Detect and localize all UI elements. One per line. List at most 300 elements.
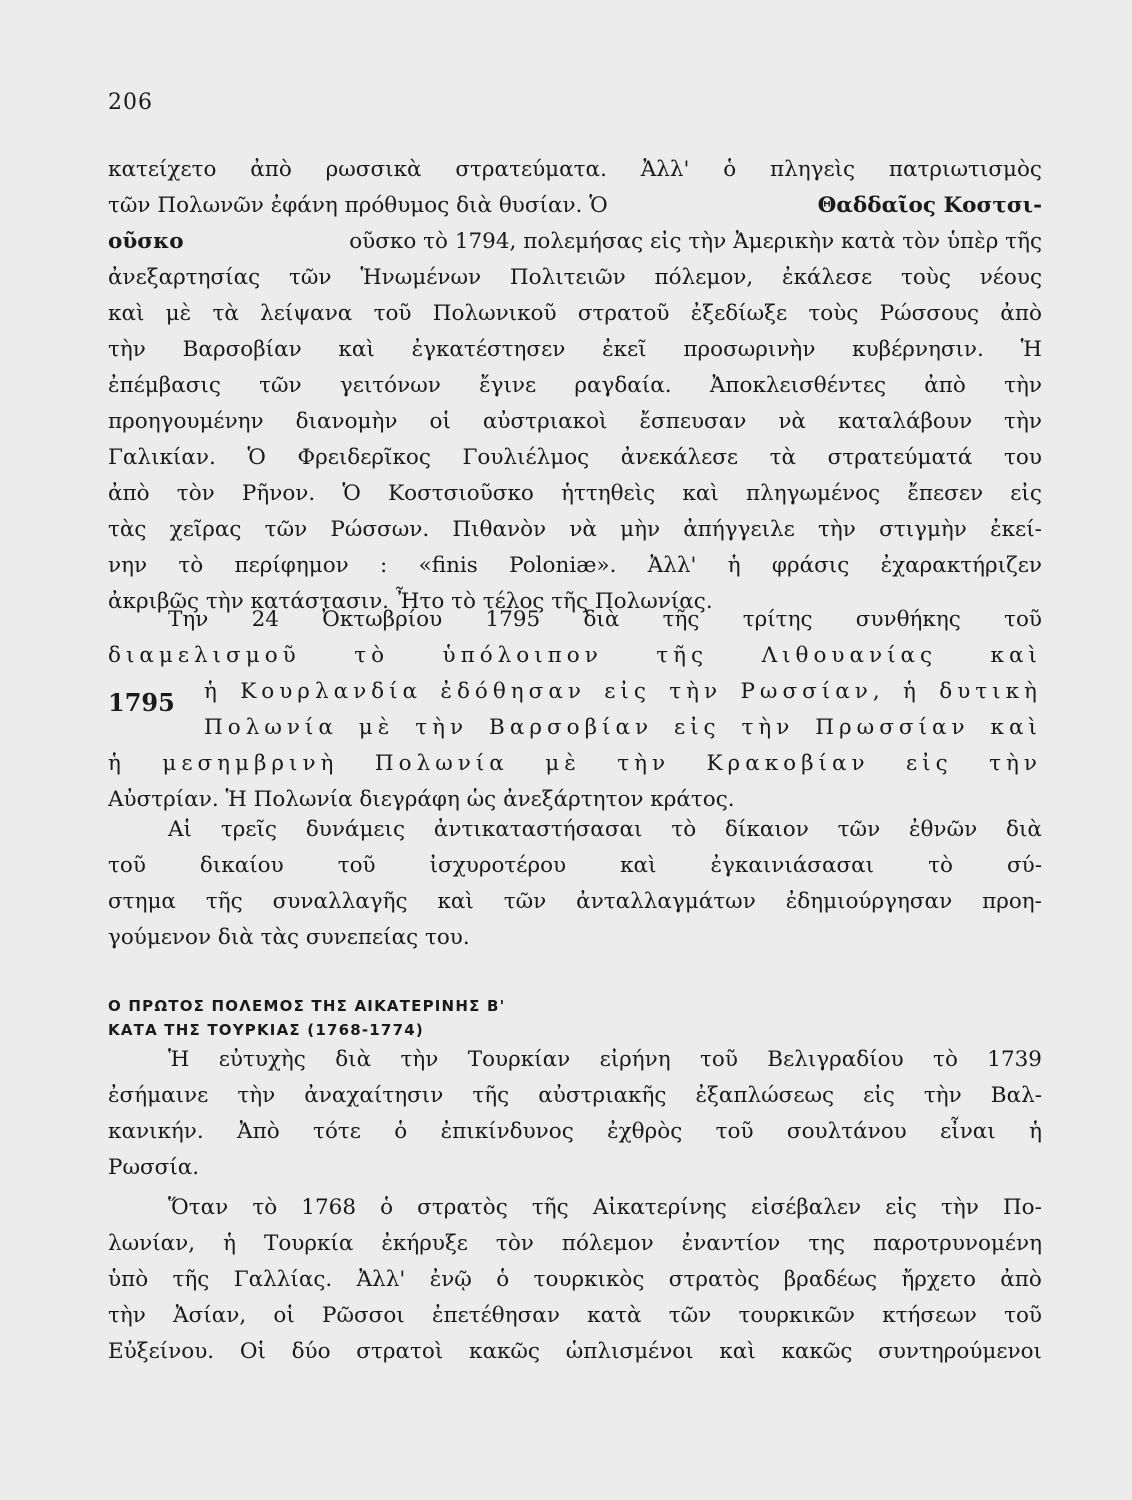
text-line xyxy=(108,1334,1042,1370)
word: εἰσέβαλεν xyxy=(750,1195,862,1220)
heading-line: Ο ΠΡΩΤΟΣ ΠΟΛΕΜΟΣ ΤΗΣ ΑΙΚΑΤΕΡΙΝΗΣ Β' xyxy=(108,997,506,1015)
line-text: οῦσκο τὸ 1794, πολεμήσας εἰς τὴν Ἀμερικὴν κατὰ τὸν ὑπὲρ τῆς xyxy=(349,229,1042,254)
text-line xyxy=(108,152,1042,188)
word: τὴν xyxy=(741,715,795,740)
word: καὶ xyxy=(620,853,657,878)
word: τῆς xyxy=(172,1267,210,1292)
word: ἀναχαίτησιν xyxy=(304,1083,444,1108)
word: Κρακοβίαν xyxy=(706,751,870,776)
word: ἐπέμβασις xyxy=(108,373,221,398)
word: τοῦ xyxy=(715,1119,754,1144)
word: ἀπήγγειλε xyxy=(683,517,795,542)
line-text xyxy=(108,260,1042,296)
text-line xyxy=(108,1150,1042,1186)
text-line xyxy=(108,404,1042,440)
line-text xyxy=(108,1262,1042,1298)
margin-year: 1795 xyxy=(108,688,175,717)
word: του xyxy=(1004,445,1042,470)
text-line xyxy=(108,674,1042,710)
word: τῆς xyxy=(472,1083,510,1108)
line-text: γούμενον διὰ τὰς συνεπείας του. xyxy=(108,925,470,950)
word: τοῦ xyxy=(337,853,376,878)
word: διαμελισμοῦ xyxy=(108,643,301,668)
word: ἐθνῶν xyxy=(909,817,978,842)
word: καὶ xyxy=(719,1339,756,1364)
word: κατὰ xyxy=(587,1303,642,1328)
text-line xyxy=(108,224,1042,260)
word: κατείχετο xyxy=(108,157,217,182)
word: Ἡ xyxy=(1020,337,1042,362)
word: κανικήν. xyxy=(108,1119,204,1144)
line-text xyxy=(168,1042,1042,1078)
word: Πρωσσίαν xyxy=(815,715,970,740)
word: ἡ xyxy=(204,679,222,704)
word: ἡ xyxy=(727,553,741,578)
word: γειτόνων xyxy=(339,373,441,398)
word: 1739 xyxy=(987,1047,1042,1072)
word: ἔγινε xyxy=(479,373,537,398)
word: Poloniæ». xyxy=(509,553,617,578)
word: εἰς xyxy=(885,1195,917,1220)
word: λωνίαν, xyxy=(108,1231,196,1256)
word: Λιθουανίας xyxy=(761,643,938,668)
word: Αἰκατερίνης xyxy=(592,1195,727,1220)
word: τὴν xyxy=(989,751,1042,776)
text-line xyxy=(108,512,1042,548)
word: βραδέως xyxy=(783,1267,877,1292)
word: παροτρυνομένη xyxy=(873,1231,1042,1256)
word: καὶ xyxy=(990,715,1042,740)
word: Γαλικίαν. xyxy=(108,445,216,470)
word: «finis xyxy=(418,553,478,578)
word: νην xyxy=(108,553,148,578)
line-text xyxy=(108,152,1042,188)
word: τῶν xyxy=(837,817,881,842)
word: τὴν xyxy=(415,715,469,740)
word: τὰς xyxy=(108,517,147,542)
word: εἰς xyxy=(906,751,953,776)
word: τὸ xyxy=(928,853,953,878)
word: κτήσεων xyxy=(882,1303,977,1328)
text-line xyxy=(108,1190,1042,1226)
line-text xyxy=(108,884,1042,920)
word: μὲ xyxy=(545,751,581,776)
word: Ἡ xyxy=(168,1047,190,1072)
word: Πολωνία xyxy=(204,715,338,740)
text-line xyxy=(108,602,1042,638)
word: Πολωνία xyxy=(374,751,509,776)
line-text xyxy=(204,710,1042,746)
word: τρίτης xyxy=(742,607,813,632)
line-text xyxy=(108,1298,1042,1334)
word: σύ- xyxy=(1006,853,1042,878)
word: πόλεμον xyxy=(561,1231,654,1256)
word: ἐξαπλώσεως xyxy=(695,1083,835,1108)
word: τὴν xyxy=(669,679,723,704)
word: χεῖρας xyxy=(169,517,242,542)
word: Βελιγραδίου xyxy=(767,1047,904,1072)
word: ἡττηθεὶς xyxy=(561,481,656,506)
bold-name: Θαδδαῖος Κοστσι- xyxy=(817,193,1042,218)
word: τὸ xyxy=(178,553,204,578)
word: 1795 xyxy=(485,607,541,632)
word: ἡ xyxy=(1029,1119,1042,1144)
word: ὑπόλοιπον xyxy=(442,643,603,668)
word: ἀνταλλαγμάτων xyxy=(576,889,756,914)
word: ρωσσικὰ xyxy=(325,157,422,182)
word: λείψανα xyxy=(260,301,353,326)
word: ὁ xyxy=(496,1267,510,1292)
line-text xyxy=(108,638,1042,674)
word: τὴν xyxy=(1004,409,1042,434)
word: φράσις xyxy=(771,553,850,578)
word: τὸ xyxy=(354,643,390,668)
word: τότε xyxy=(313,1119,361,1144)
word: Ὀκτωβρίου xyxy=(322,607,443,632)
line-text: ἀκριβῶς τὴν κατάστασιν. Ἦτο τὸ τέλος τῆς Πολωνίας. xyxy=(108,589,713,614)
word: ἐκάλεσε xyxy=(782,265,873,290)
word: Κοστσιοῦσκο xyxy=(388,481,534,506)
word: σουλτάνου xyxy=(786,1119,907,1144)
word: στρατεύματα. xyxy=(455,157,607,182)
line-text xyxy=(108,1334,1042,1370)
word: ἡ xyxy=(223,1231,236,1256)
word: Ρῆνον. xyxy=(241,481,316,506)
word: στρατὸς xyxy=(668,1267,760,1292)
word: ἐκεί- xyxy=(990,517,1042,542)
word: Πολωνικοῦ xyxy=(432,301,557,326)
word: ἐδημιούργησαν xyxy=(785,889,953,914)
word: τὴν xyxy=(108,1303,146,1328)
word: ἀνεκάλεσε xyxy=(620,445,739,470)
word: στημα xyxy=(108,889,176,914)
word: 1768 xyxy=(301,1195,356,1220)
word: Αἱ xyxy=(168,817,192,842)
word: συναλλαγῆς xyxy=(272,889,408,914)
text-line xyxy=(108,476,1042,512)
word: εἰρήνη xyxy=(599,1047,671,1072)
word: : xyxy=(380,553,388,578)
word: τῶν xyxy=(503,889,547,914)
word: τῶν xyxy=(264,517,308,542)
word: τρεῖς xyxy=(220,817,277,842)
text-line xyxy=(108,548,1042,584)
word: εἶναι xyxy=(940,1119,996,1144)
word: Πολιτειῶν xyxy=(509,265,626,290)
word: εἰς xyxy=(673,715,721,740)
word: ἤρχετο xyxy=(901,1267,976,1292)
line-text xyxy=(108,1226,1042,1262)
word: συνθήκης xyxy=(855,607,961,632)
word: τὸ xyxy=(252,1195,278,1220)
word: αὐστριακῆς xyxy=(538,1083,667,1108)
line-text: Ρωσσία. xyxy=(108,1155,200,1180)
word: Ρῶσσοι xyxy=(322,1303,405,1328)
word: δυτικὴ xyxy=(939,679,1042,704)
word: δικαίου xyxy=(199,853,284,878)
word: τοῦ xyxy=(699,1047,738,1072)
line-text xyxy=(108,848,1042,884)
text-line xyxy=(108,1078,1042,1114)
word: ἐδόθησαν xyxy=(440,679,586,704)
word: Πο- xyxy=(1002,1195,1042,1220)
line-text xyxy=(108,368,1042,404)
word: ἐγκαινιάσασαι xyxy=(710,853,875,878)
word: ἐσήμαινε xyxy=(108,1083,209,1108)
word: τὴν xyxy=(108,337,146,362)
text-line xyxy=(108,920,1042,956)
word: δύο xyxy=(291,1339,331,1364)
word: νέους xyxy=(979,265,1042,290)
word: διὰ xyxy=(335,1047,372,1072)
word: Ὁ xyxy=(342,481,361,506)
line-text xyxy=(108,1114,1042,1150)
line-text xyxy=(168,602,1042,638)
word: ραγδαία. xyxy=(574,373,672,398)
word: κυβέρνησιν. xyxy=(852,337,984,362)
word: οἱ xyxy=(273,1303,295,1328)
word: ὁ xyxy=(394,1119,408,1144)
text-line xyxy=(108,746,1042,782)
word: πατριωτισμὸς xyxy=(888,157,1042,182)
word: ἐγκατέστησεν xyxy=(411,337,566,362)
word: διανομὴν xyxy=(295,409,398,434)
word: ἀπὸ xyxy=(1000,1267,1042,1292)
line-text xyxy=(108,440,1042,476)
word: ἐκήρυξε xyxy=(381,1231,468,1256)
text-line xyxy=(108,188,1042,224)
paragraph-3 xyxy=(108,812,1042,956)
word: στρατεύματά xyxy=(827,445,973,470)
word: Βαρσοβίαν xyxy=(489,715,654,740)
word: ἐξεδίωξε xyxy=(690,301,788,326)
word: ἀπὸ xyxy=(250,157,292,182)
word: ἡ xyxy=(108,751,126,776)
word: τὴν xyxy=(400,1047,439,1072)
word: τουρκικὸς xyxy=(533,1267,645,1292)
word: ἔπεσεν xyxy=(907,481,984,506)
text-line xyxy=(108,260,1042,296)
word: τοὺς xyxy=(900,265,951,290)
word: προσωρινὴν xyxy=(683,337,816,362)
word: προηγουμένην xyxy=(108,409,264,434)
line-text xyxy=(108,404,1042,440)
line-text: Αὐστρίαν. Ἡ Πολωνία διεγράφη ὡς ἀνεξάρτητον κράτος. xyxy=(108,787,735,812)
word: τῆς xyxy=(205,889,243,914)
word: νὰ xyxy=(778,409,806,434)
line-text xyxy=(168,812,1042,848)
word: Τουρκία xyxy=(263,1231,354,1256)
line-text xyxy=(108,332,1042,368)
word: Ρωσσίαν, xyxy=(740,679,885,704)
word: Ἀσίαν, xyxy=(173,1303,247,1328)
word: καὶ xyxy=(338,337,375,362)
word: διὰ xyxy=(583,607,620,632)
word: οἱ xyxy=(429,409,451,434)
word: εἰς xyxy=(1010,481,1042,506)
word: Ρώσσων. xyxy=(330,517,430,542)
word: ἰσχυροτέρου xyxy=(429,853,567,878)
line-text xyxy=(204,674,1042,710)
word: ἔσπευσαν xyxy=(639,409,747,434)
word: τὸν xyxy=(495,1231,534,1256)
line-text xyxy=(108,512,1042,548)
word: τῆς xyxy=(531,1195,569,1220)
text-line xyxy=(108,1226,1042,1262)
word: στρατοὶ xyxy=(356,1339,444,1364)
word: Ἀλλ' xyxy=(647,553,697,578)
word: ἐνῷ xyxy=(429,1267,472,1292)
paragraph-1 xyxy=(108,152,1042,620)
text-line xyxy=(108,1298,1042,1334)
word: καὶ xyxy=(682,481,719,506)
word: Ἀλλ' xyxy=(640,157,690,182)
word: πόλεμον, xyxy=(654,265,754,290)
word: Πιθανὸν xyxy=(452,517,547,542)
paragraph-5 xyxy=(108,1190,1042,1370)
word: Γουλιέλμος xyxy=(462,445,590,470)
text-line xyxy=(108,812,1042,848)
section-heading xyxy=(108,994,505,1042)
word: τοὺς xyxy=(808,301,859,326)
word: Βαλ- xyxy=(990,1083,1042,1108)
word: εἰς xyxy=(604,679,651,704)
line-text xyxy=(108,296,1042,332)
word: τῆς xyxy=(656,643,709,668)
word: κακῶς xyxy=(781,1339,853,1364)
word: Ἡνωμένων xyxy=(360,265,482,290)
text-line xyxy=(108,1262,1042,1298)
word: μὲ xyxy=(165,301,192,326)
word: Ὅταν xyxy=(168,1195,229,1220)
word: τὴν xyxy=(237,1083,276,1108)
word: τουρκικῶν xyxy=(738,1303,855,1328)
text-line xyxy=(108,368,1042,404)
word: τὰ xyxy=(212,301,239,326)
word: Την xyxy=(168,607,209,632)
word: εὐτυχὴς xyxy=(218,1047,306,1072)
word: Κουρλανδία xyxy=(240,679,423,704)
word: μὲ xyxy=(358,715,395,740)
word: ἀνεξαρτησίας xyxy=(108,265,261,290)
word: ἐχαρακτήριζεν xyxy=(880,553,1042,578)
word: προη- xyxy=(982,889,1042,914)
page-number: 206 xyxy=(108,90,153,115)
word: τοῦ xyxy=(373,301,412,326)
word: μὴν xyxy=(620,517,661,542)
word: τὸ xyxy=(933,1047,958,1072)
word: ὡπλισμένοι xyxy=(565,1339,694,1364)
paragraph-4 xyxy=(108,1042,1042,1186)
word: Τουρκίαν xyxy=(467,1047,571,1072)
word: Οἱ xyxy=(239,1339,266,1364)
word: τὴν xyxy=(617,751,671,776)
word: ὁ xyxy=(723,157,737,182)
word: τῆς xyxy=(662,607,700,632)
word: εἰς xyxy=(863,1083,895,1108)
word: τὴν xyxy=(818,517,856,542)
word: τοῦ xyxy=(108,853,146,878)
word: τὴν xyxy=(940,1195,979,1220)
word: Ρώσσους xyxy=(879,301,980,326)
word: ἡ xyxy=(903,679,921,704)
word: νὰ xyxy=(569,517,597,542)
word: τοῦ xyxy=(1004,607,1042,632)
word: πληγεὶς xyxy=(769,157,856,182)
line-text xyxy=(108,746,1042,782)
word: τὸ xyxy=(671,817,697,842)
text-line xyxy=(108,1042,1042,1078)
bold-name-continued: οῦσκο xyxy=(108,229,184,254)
text-line xyxy=(108,848,1042,884)
word: τῶν xyxy=(259,373,302,398)
word: τῶν xyxy=(289,265,332,290)
heading-line: ΚΑΤΑ ΤΗΣ ΤΟΥΡΚΙΑΣ (1768-1774) xyxy=(108,1021,424,1039)
line-text xyxy=(168,1190,1042,1226)
word: ἀντικαταστήσασαι xyxy=(433,817,643,842)
word: δίκαιον xyxy=(725,817,809,842)
text-line xyxy=(108,638,1042,674)
word: Ἀλλ' xyxy=(356,1267,406,1292)
word: τὴν xyxy=(923,1083,962,1108)
word: περίφημον xyxy=(234,553,349,578)
word: μεσημβρινὴ xyxy=(162,751,339,776)
word: δυνάμεις xyxy=(305,817,406,842)
line-text xyxy=(108,1078,1042,1114)
line-text: τῶν Πολωνῶν ἐφάνη πρόθυμος διὰ θυσίαν. Ὁ xyxy=(108,193,608,218)
text-line xyxy=(108,332,1042,368)
text-line xyxy=(108,1114,1042,1150)
word: της xyxy=(808,1231,846,1256)
word: ὁ xyxy=(380,1195,394,1220)
text-line xyxy=(108,296,1042,332)
word: ἐπετέθησαν xyxy=(431,1303,560,1328)
word: ἀπὸ xyxy=(1000,301,1042,326)
word: Εὐξείνου. xyxy=(108,1339,215,1364)
word: ἐχθρὸς xyxy=(607,1119,683,1144)
word: πληγωμένος xyxy=(745,481,881,506)
word: Φρειδερῖκος xyxy=(297,445,431,470)
word: τὴν xyxy=(1004,373,1042,398)
word: κακῶς xyxy=(469,1339,540,1364)
paragraph-2 xyxy=(108,602,1042,818)
word: ἐκεῖ xyxy=(602,337,647,362)
word: συντηρούμενοι xyxy=(878,1339,1042,1364)
text-line xyxy=(108,884,1042,920)
word: Ἀπὸ xyxy=(237,1119,280,1144)
word: ὑπὸ xyxy=(108,1267,149,1292)
word: τῶν xyxy=(668,1303,712,1328)
word: Ὁ xyxy=(247,445,266,470)
word: τοῦ xyxy=(1004,1303,1042,1328)
word: στρατὸς xyxy=(417,1195,508,1220)
word: Ἀποκλεισθέντες xyxy=(709,373,886,398)
word: αὐστριακοὶ xyxy=(482,409,608,434)
word: ἀπὸ xyxy=(108,481,150,506)
text-line xyxy=(108,440,1042,476)
word: καὶ xyxy=(437,889,474,914)
word: ἐπικίνδυνος xyxy=(440,1119,574,1144)
word: 24 xyxy=(251,607,279,632)
word: στρατοῦ xyxy=(577,301,670,326)
word: στιγμὴν xyxy=(879,517,967,542)
word: Γαλλίας. xyxy=(233,1267,333,1292)
word: τὰ xyxy=(769,445,797,470)
word: διὰ xyxy=(1006,817,1042,842)
word: καὶ xyxy=(990,643,1042,668)
word: τὸν xyxy=(176,481,215,506)
line-text xyxy=(108,476,1042,512)
